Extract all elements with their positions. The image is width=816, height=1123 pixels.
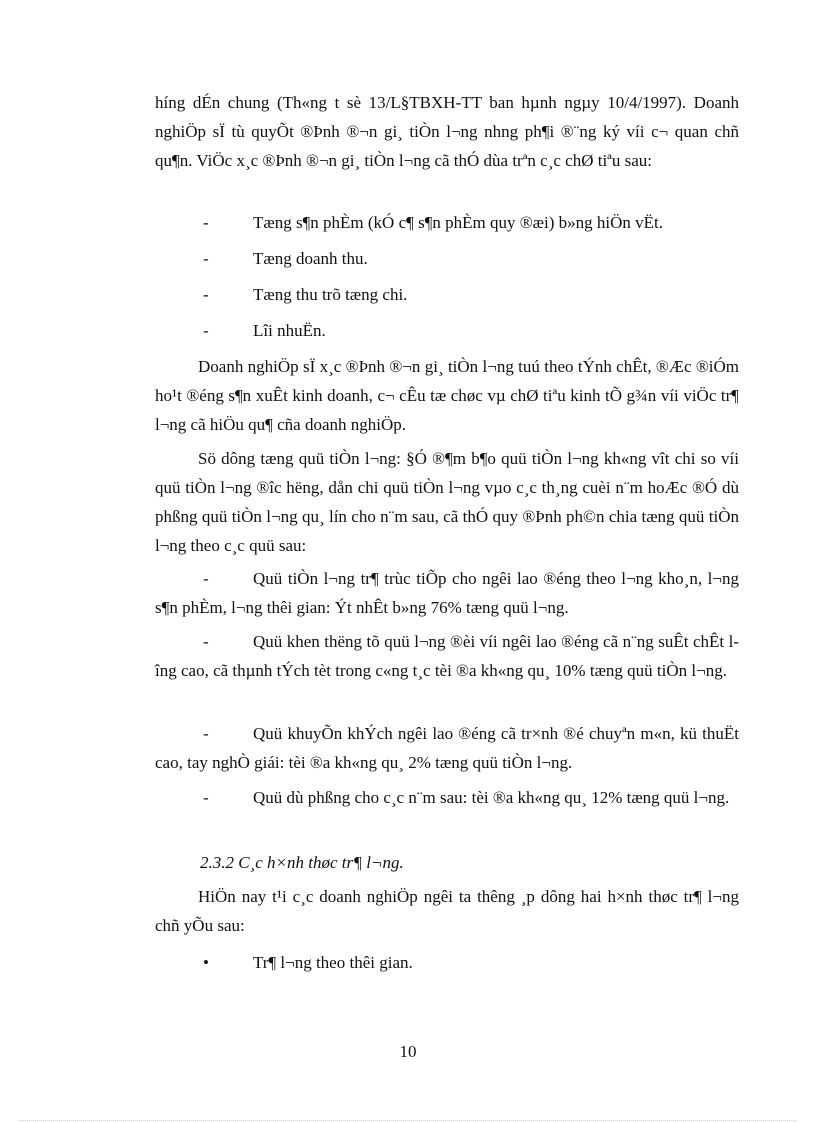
list-item-text: Tæng s¶n phÈm (kÓ c¶ s¶n phÈm quy ®æi) b»ng hiÖn vËt. bbox=[253, 213, 664, 232]
list-item bbox=[155, 208, 739, 237]
paragraph-wage-rate: Doanh nghiÖp sÏ x¸c ®Þnh ®¬n gi¸ tiÒn l¬ng tuú theo tÝnh chÊt, ®Æc ®iÓm ho¹t ®éng s¶n xuÊt kinh doanh, c¬ cÊu tæ chøc vµ chØ tiªu kinh tÕ g¾n víi viÖc tr¶ l¬ng cã hiÖu qu¶ cña doanh nghiÖp. bbox=[155, 357, 739, 434]
dash-bullet: - bbox=[203, 632, 209, 651]
list-item bbox=[155, 280, 739, 309]
list-item bbox=[155, 627, 739, 685]
paragraph-payment-forms: HiÖn nay t¹i c¸c doanh nghiÖp ngêi ta thêng ¸p dông hai h×nh thøc tr¶ l¬ng chñ yÕu sau: bbox=[155, 887, 739, 935]
paragraph-intro: híng dÉn chung (Th«ng t sè 13/L§TBXH-TT ban hµnh ngµy 10/4/1997). Doanh nghiÖp sÏ tù quyÕt ®Þnh ®¬n gi¸ tiÒn l¬ng nhng ph¶i ®¨ng ký víi c¬ quan chñ qu¶n. ViÖc x¸c ®Þnh ®¬n gi¸ tiÒn l¬ng cã thÓ dùa trªn c¸c chØ tiªu sau: bbox=[155, 93, 739, 170]
dash-bullet: - bbox=[203, 321, 209, 340]
dash-bullet: - bbox=[203, 724, 209, 743]
list-item bbox=[155, 719, 739, 777]
list-item-text: Quü khen thëng tõ quü l¬ng ®èi víi ngêi lao ®éng cã n¨ng suÊt chÊt lîng cao, cã thµnh tÝch tèt trong c«ng t¸c tèi ®a kh«ng qu¸ 10% tæng quü tiÒn l¬ng. bbox=[155, 632, 739, 680]
list-item bbox=[155, 244, 739, 273]
list-item-text: Lîi nhuËn. bbox=[253, 321, 326, 340]
paragraph-wage-fund: Sö dông tæng quü tiÒn l¬ng: §Ó ®¶m b¶o quü tiÒn l¬ng kh«ng vît chi so víi quü tiÒn l¬ng ®îc hëng, dån chi quü tiÒn l¬ng vµo c¸c th¸ng cuèi n¨m hoÆc ®Ó dù phßng quü tiÒn l¬ng qu¸ lín cho n¨m sau, cã thÓ quy ®Þnh ph©n chia tæng quü tiÒn l¬ng theo c¸c quü sau: bbox=[155, 449, 739, 555]
list-item-text: Tæng doanh thu. bbox=[253, 249, 368, 268]
dash-bullet: - bbox=[203, 788, 209, 807]
dash-bullet: - bbox=[203, 249, 209, 268]
list-item bbox=[155, 564, 739, 622]
list-item bbox=[155, 948, 739, 977]
list-item-text: Quü dù phßng cho c¸c n¨m sau: tèi ®a kh«ng qu¸ 12% tæng quü l¬ng. bbox=[253, 788, 730, 807]
page-number: 10 bbox=[399, 1042, 417, 1061]
list-item-text: Tæng thu trõ tæng chi. bbox=[253, 285, 408, 304]
dash-bullet: - bbox=[203, 569, 209, 588]
dash-bullet: - bbox=[203, 213, 209, 232]
list-item bbox=[155, 316, 739, 345]
list-item-text: Tr¶ l¬ng theo thêi gian. bbox=[253, 953, 413, 972]
list-item-text: Quü tiÒn l¬ng tr¶ trùc tiÕp cho ngêi lao ®éng theo l¬ng kho¸n, l¬ng s¶n phÈm, l¬ng thêi gian: Ýt nhÊt b»ng 76% tæng quü l¬ng. bbox=[155, 569, 739, 617]
round-bullet: • bbox=[203, 953, 209, 972]
dash-bullet: - bbox=[203, 285, 209, 304]
page-bottom-divider bbox=[20, 1120, 796, 1121]
list-item-text: Quü khuyÕn khÝch ngêi lao ®éng cã tr×nh ®é chuyªn m«n, kü thuËt cao, tay nghÒ giái: tèi ®a kh«ng qu¸ 2% tæng quü tiÒn l¬ng. bbox=[155, 724, 739, 772]
section-heading: 2.3.2 C¸c h×nh thøc tr¶ l¬ng. bbox=[200, 853, 404, 872]
list-item bbox=[155, 783, 739, 812]
